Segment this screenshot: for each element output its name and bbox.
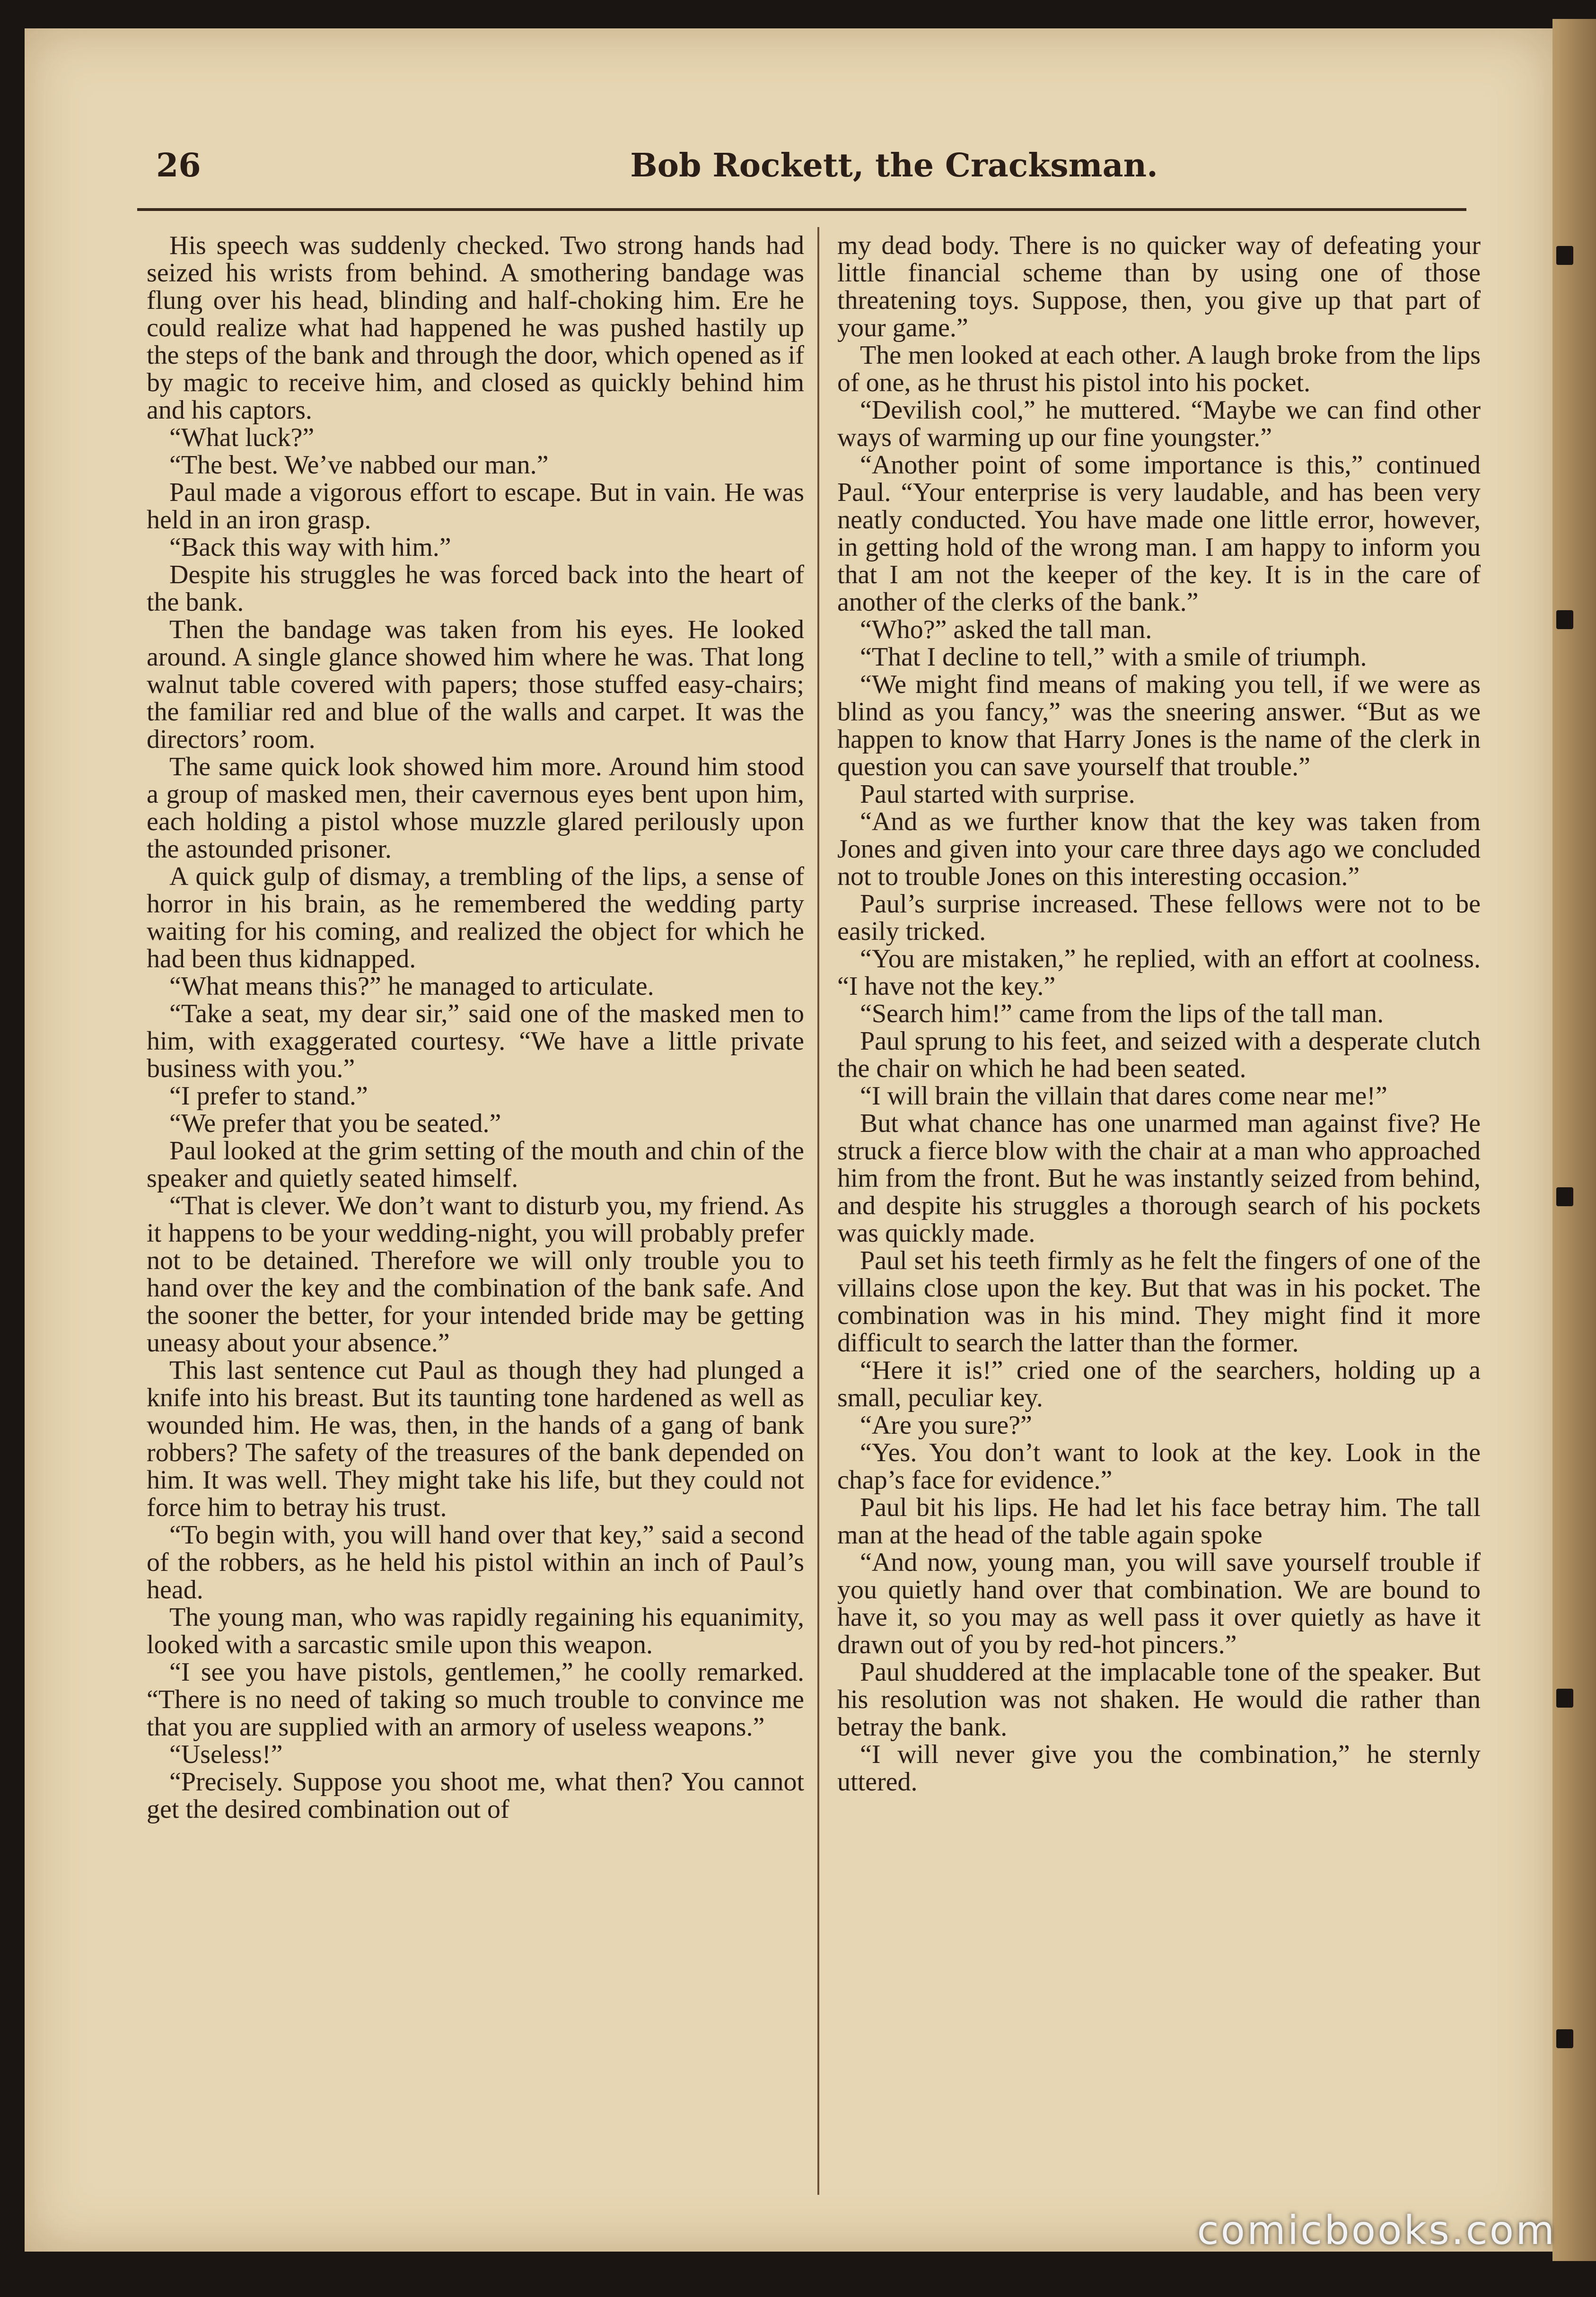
watermark: comicbooks.com [1197, 2207, 1556, 2253]
paragraph: “What means this?” he managed to articulate. [169, 972, 654, 1001]
paragraph: “Who?” asked the tall man. [860, 615, 1152, 644]
paragraph: His speech was suddenly checked. Two strong hands had seized his wrists from behind. A smothering bandage was flung over his head, blinding and half-choking him. Ere he could realize what had happened he was pushed hastily up the steps of the bank and through the door, which opened as if by magic to receive him, and closed as quickly behind him and his captors. [147, 231, 804, 425]
paragraph: “I prefer to stand.” [169, 1081, 368, 1111]
paragraph: “Yes. You don’t want to look at the key. Look in the chap’s face for evidence.” [837, 1438, 1481, 1495]
paragraph: “What luck?” [169, 423, 315, 452]
paragraph: “We prefer that you be seated.” [169, 1109, 501, 1138]
paragraph: “Useless!” [169, 1740, 283, 1769]
paragraph: The young man, who was rapidly regaining his equanimity, looked with a sarcastic smile upon this weapon. [147, 1603, 804, 1659]
paragraph: Paul’s surprise increased. These fellows were not to be easily tricked. [837, 889, 1481, 946]
paragraph: “Search him!” came from the lips of the tall man. [860, 999, 1384, 1028]
paragraph: The same quick look showed him more. Around him stood a group of masked men, their cavernous eyes bent upon him, each holding a pistol whose muzzle glared perilously upon the astounded prisoner. [147, 752, 804, 864]
binding-stitch [1556, 1187, 1573, 1206]
paragraph: my dead body. There is no quicker way of defeating your little financial scheme than by using one of those threatening toys. Suppose, then, you give up that part of your game.” [837, 231, 1481, 342]
paragraph: Paul looked at the grim setting of the mouth and chin of the speaker and quietly seated himself. [147, 1136, 804, 1193]
paragraph: Then the bandage was taken from his eyes. He looked around. A single glance showed him where he was. That long walnut table covered with papers; those stuffed easy-chairs; the familiar red and blue of the walls and carpet. It was the directors’ room. [147, 615, 804, 754]
paragraph: “Another point of some importance is this,” continued Paul. “Your enterprise is very laudable, and has been very neatly conducted. You have made one little error, however, in getting hold of the wrong man. I am happy to inform you that I am not the keeper of the key. It is in the care of another of the clerks of the bank.” [837, 450, 1481, 617]
binding-stitch [1556, 2029, 1573, 2048]
page-edge [1552, 19, 1596, 2261]
binding-stitch [1556, 1689, 1573, 1708]
paragraph: “Take a seat, my dear sir,” said one of the masked men to him, with exaggerated courtesy. “We have a little private business with you.” [147, 999, 804, 1083]
paragraph: “Here it is!” cried one of the searchers, holding up a small, peculiar key. [837, 1356, 1481, 1412]
paragraph: Paul made a vigorous effort to escape. But in vain. He was held in an iron grasp. [147, 478, 804, 535]
paragraph: A quick gulp of dismay, a trembling of the lips, a sense of horror in his brain, as he remembered the wedding party waiting for his coming, and realized the object for which he had been thus kidnapped. [147, 862, 804, 973]
paragraph: Paul set his teeth firmly as he felt the fingers of one of the villains close upon the key. But that was in his pocket. The combination was in his mind. They might find it more difficult to search the latter than the former. [837, 1246, 1481, 1358]
paragraph: “I will brain the villain that dares come near me!” [860, 1081, 1387, 1111]
binding-stitch [1556, 610, 1573, 629]
binding-stitch [1556, 246, 1573, 265]
paragraph: “That is clever. We don’t want to disturb you, my friend. As it happens to be your wedding-night, you will probably prefer not to be detained. Therefore we will only trouble you to hand over the key and the combination of the bank safe. And the sooner the better, for your intended bride may be getting uneasy about your absence.” [147, 1191, 804, 1358]
paragraph: Paul started with surprise. [860, 780, 1135, 809]
paragraph: “You are mistaken,” he replied, with an effort at coolness. “I have not the key.” [837, 944, 1481, 1001]
paragraph: Paul sprung to his feet, and seized with a desperate clutch the chair on which he had been seated. [837, 1026, 1481, 1083]
paragraph: “Back this way with him.” [169, 533, 451, 562]
paragraph: The men looked at each other. A laugh broke from the lips of one, as he thrust his pistol into his pocket. [837, 341, 1481, 397]
header-rule [137, 208, 1466, 211]
paragraph: But what chance has one unarmed man against five? He struck a fierce blow with the chair at a man who approached him from the front. But he was instantly seized from behind, and despite his struggles a thorough search of his pockets was quickly made. [837, 1109, 1481, 1248]
paragraph: Despite his struggles he was forced back into the heart of the bank. [147, 560, 804, 617]
paragraph: “I see you have pistols, gentlemen,” he coolly remarked. “There is no need of taking so much trouble to convince me that you are supplied with an armory of useless weapons.” [147, 1657, 804, 1742]
paragraph: “We might find means of making you tell, if we were as blind as you fancy,” was the sneering answer. “But as we happen to know that Harry Jones is the name of the clerk in question you can save yourself that trouble.” [837, 670, 1481, 781]
paragraph: “To begin with, you will hand over that key,” said a second of the robbers, as he held his pistol within an inch of Paul’s head. [147, 1520, 804, 1604]
running-header [137, 142, 1471, 199]
paragraph: “The best. We’ve nabbed our man.” [169, 450, 549, 480]
paragraph: “And as we further know that the key was taken from Jones and given into your care three days ago we concluded not to trouble Jones on this interesting occasion.” [837, 807, 1481, 891]
paragraph: “That I decline to tell,” with a smile of triumph. [860, 642, 1367, 672]
paragraph: “Precisely. Suppose you shoot me, what then? You cannot get the desired combination out of [147, 1767, 804, 1824]
paragraph: “Are you sure?” [860, 1411, 1032, 1440]
paragraph: “I will never give you the combination,” he sternly uttered. [837, 1740, 1481, 1797]
running-title: Bob Rockett, the Cracksman. [630, 147, 1158, 184]
left-column [147, 232, 804, 2200]
right-column [837, 232, 1481, 2200]
paragraph: This last sentence cut Paul as though they had plunged a knife into his breast. But its taunting tone hardened as well as wounded him. He was, then, in the hands of a gang of bank robbers? The safety of the treasures of the bank depended on him. It was well. They might take his life, but they could not force him to betray his trust. [147, 1356, 804, 1522]
paragraph: “And now, young man, you will save yourself trouble if you quietly hand over that combination. We are bound to have it, so you may as well pass it over quietly as have it drawn out of you by red-hot pincers.” [837, 1548, 1481, 1659]
paragraph: Paul shuddered at the implacable tone of the speaker. But his resolution was not shaken. He would die rather than betray the bank. [837, 1657, 1481, 1742]
page-number: 26 [156, 147, 201, 184]
paragraph: “Devilish cool,” he muttered. “Maybe we can find other ways of warming up our fine youngster.” [837, 395, 1481, 452]
column-divider [817, 227, 819, 2195]
paragraph: Paul bit his lips. He had let his face betray him. The tall man at the head of the table again spoke [837, 1493, 1481, 1550]
